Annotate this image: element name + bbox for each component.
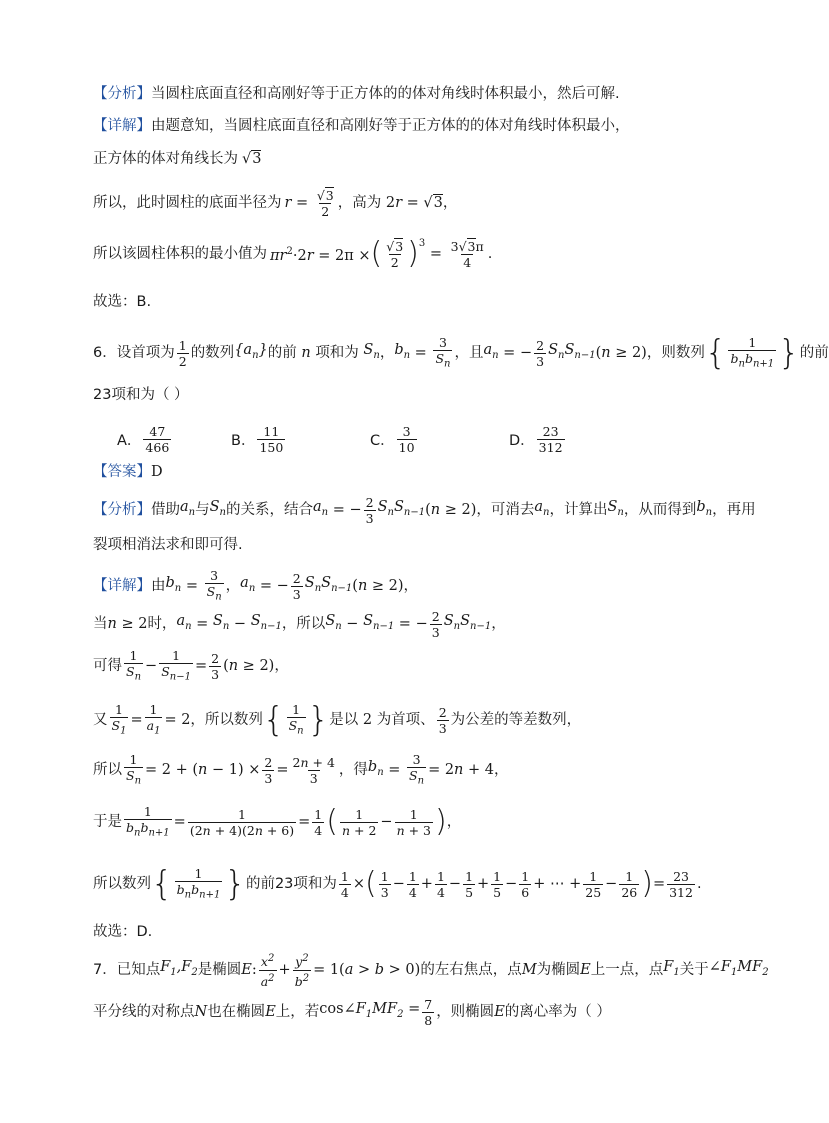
option-b[interactable]: B． $\frac{11}{150}$ — [231, 424, 284, 455]
option-a[interactable]: A． $\frac{47}{466}$ — [117, 424, 170, 455]
q5-detail-line-3: 所以，此时圆柱的底面半径为 r = $\frac{√3}{2}$ ，高为 2r = √3 ， — [93, 187, 458, 219]
detail-tag: 【详解】 — [93, 118, 151, 134]
q6-detail-line-4: 又 $\frac{1}{S_1}$ = $\frac{1}{a_1}$ = 2 ，所以数列 { $\frac{1}{S_n}$ } 是以 2 为首项、 $\frac{2}{3}$ 为公差的等差数列， — [93, 700, 582, 740]
q6-final-line: 故选：D. — [93, 924, 153, 940]
math-fraction: $\frac{√3}{2}$ — [316, 187, 334, 219]
answer-tag: 【答案】 — [93, 464, 151, 480]
math-sqrt3: √3 — [242, 151, 262, 167]
answer-value: D — [151, 464, 163, 480]
option-d[interactable]: D． $\frac{23}{312}$ — [509, 424, 563, 455]
analysis-tag: 【分析】 — [93, 86, 151, 102]
q7-stem-line-1: 7． 已知点 $F_1,F_2$ 是椭圆 E : $\frac{x^2}{a^2}$ + $\frac{y^2}{b^2}$ = 1(a > b > 0) 的左右焦点，点 M 为椭圆 E 上一点，点 $F_1$ 关于 $\angle F_1MF_2$ — [93, 953, 769, 989]
q6-stem-line-2: 23项和为（ ） — [93, 387, 189, 403]
q6-stem-line-1: 6． 设首项为 $\frac{1}{2}$ 的数列 $\{a_n\}$ 的前 n 项和为 $S_n$ ， $b_n$ = $\frac{3}{S_n}$ ，且 $a_n$ = − $\frac{2}{3}$ $S_nS_{n-1}$ (n ≥ 2) ，则数列 { $\frac{1}{b_nb_{n+1}}$ } 的前 — [93, 333, 829, 373]
q6-analysis-line-1: 【分析】 借助 $a_n$ 与 $S_n$ 的关系，结合 $a_n$ = − $\frac{2}{3}$ $S_nS_{n-1}$ (n ≥ 2) ，可消去 $a_n$ ，计算出 $S_n$ ，从而得到 $b_n$ ，再用 — [93, 494, 756, 526]
q5-detail-line-1 — [93, 116, 710, 136]
detail-text: 由题意知，当圆柱底面直径和高刚好等于正方体的的体对角线时体积最小， — [151, 118, 630, 134]
q5-detail-line-2: 正方体的体对角线长为 √3 — [93, 151, 262, 167]
q6-detail-line-5: 所以 $\frac{1}{S_n}$ = 2 + (n − 1) × $\frac{2}{3}$ = $\frac{2n + 4}{3}$ ，得 $b_n$ = $\frac{3}{S_n}$ = 2n + 4 ， — [93, 751, 509, 787]
q5-answer-line: 故选：B. — [93, 294, 152, 310]
q6-detail-line-2: 当 n ≥ 2 时， $a_n$ = $S_n$ − $S_{n-1}$ ，所以 $S_n$ − $S_{n-1}$ = − $\frac{2}{3}$ $S_nS_{n-1}$ ， — [93, 608, 506, 640]
q7-stem-line-2: 平分线的对称点 N 也在椭圆 E 上，若 $\cos\angle F_1MF_2$ = $\frac{7}{8}$ ，则椭圆 E 的离心率为（ ） — [93, 996, 611, 1028]
option-c[interactable]: C． $\frac{3}{10}$ — [370, 424, 415, 455]
q6-analysis-line-2: 裂项相消法求和即可得. — [93, 537, 243, 553]
q6-options — [117, 424, 677, 455]
question-number: 7． — [93, 962, 117, 978]
q5-analysis-line — [93, 84, 710, 104]
analysis-text: 当圆柱底面直径和高刚好等于正方体的的体对角线时体积最小，然后可解. — [151, 86, 620, 102]
q6-answer-line — [93, 462, 710, 482]
q6-detail-line-1: 【详解】 由 $b_n$ = $\frac{3}{S_n}$ ， $a_n$ = − $\frac{2}{3}$ $S_nS_{n-1}$ (n ≥ 2) ， — [93, 567, 419, 603]
q6-detail-line-6: 于是 $\frac{1}{b_nb_{n+1}}$ = $\frac{1}{(2n + 4)(2n + 6)}$ = $\frac{1}{4}$ ( $\frac{1}{n + 2}$ − $\frac{1}{n + 3}$ ) ， — [93, 803, 462, 839]
q6-detail-line-3: 可得 $\frac{1}{S_n}$ − $\frac{1}{S_{n-1}}$ = $\frac{2}{3}$ (n ≥ 2) ， — [93, 647, 289, 683]
q6-detail-line-7: 所以数列 { $\frac{1}{b_nb_{n+1}}$ } 的前23项和为 $\frac{1}{4}$ × ( $\frac{1}{3}$ − $\frac{1}{4}$ + $\frac{1}{4}$ − $\frac{1}{5}$ + $\frac{1}{5}$ − $\frac{1}{6}$ + ⋯ + $\frac{1}{25}$ − $\frac{1}{26}$ ) = $\frac{23}{312}$ . — [93, 864, 702, 904]
question-number: 6． — [93, 345, 117, 361]
q5-detail-line-4: 所以该圆柱体积的最小值为 $\pi r^2\cdot 2r = 2\pi$ × ( $\frac{√3}{2}$ ) $^3$ = $\frac{3√3\pi}{4}$ . — [93, 236, 493, 271]
